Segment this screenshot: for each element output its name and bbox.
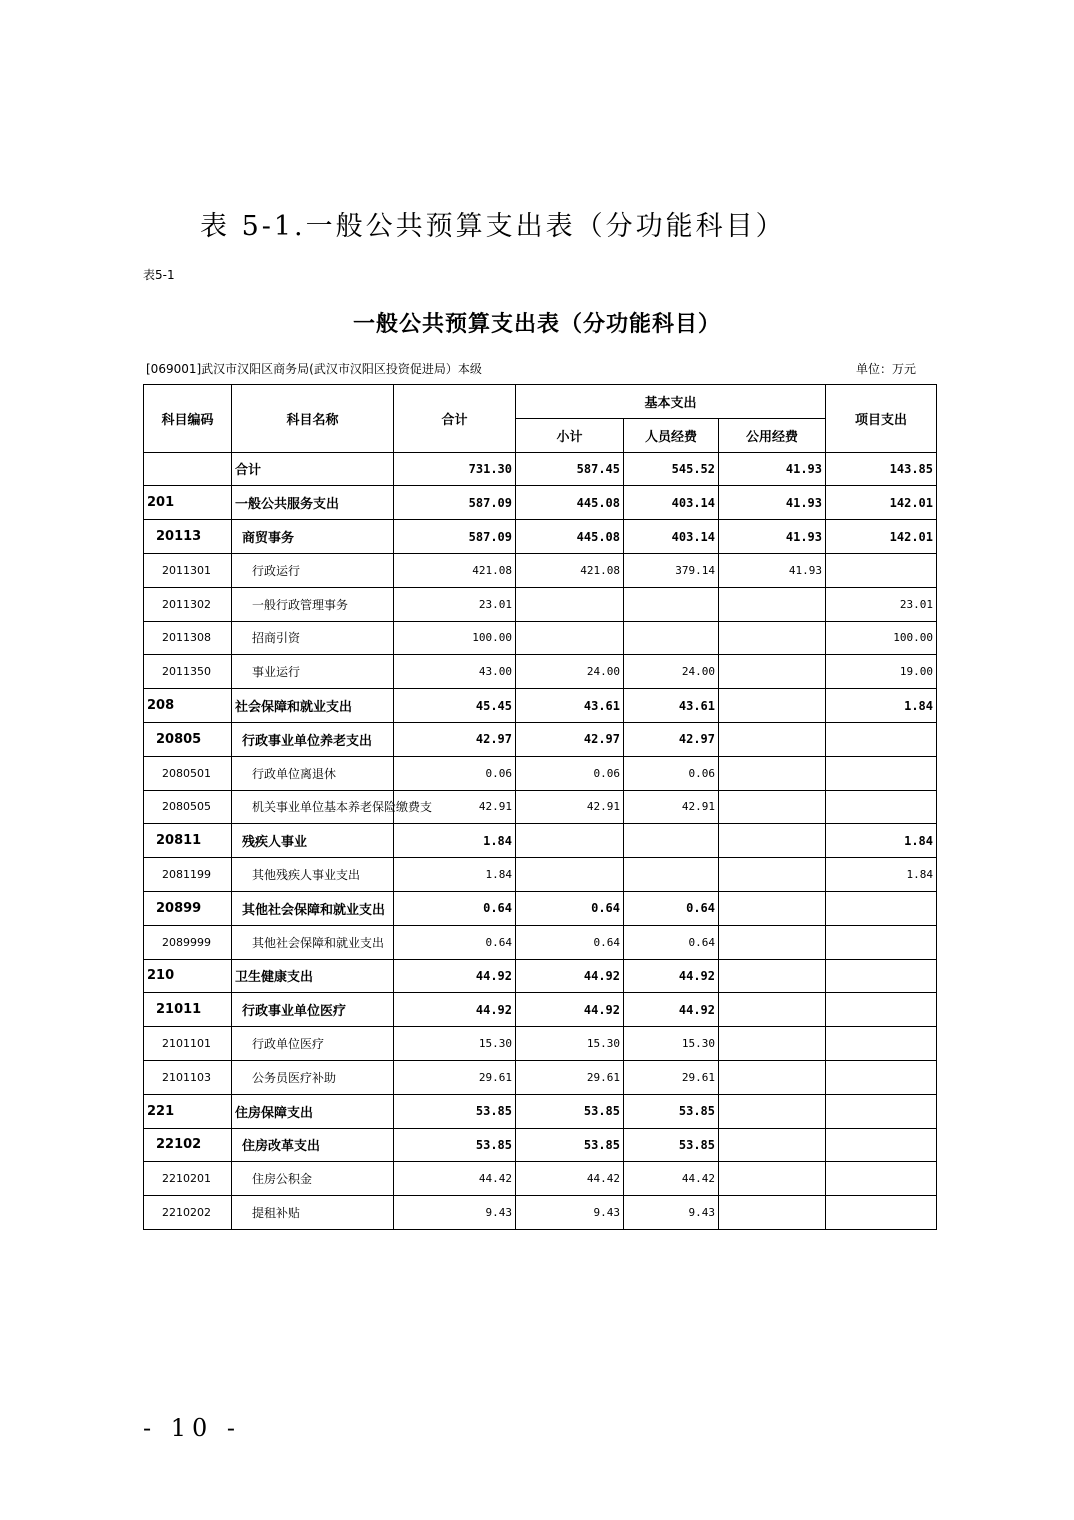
- cell-project: [826, 790, 937, 824]
- cell-name: 社会保障和就业支出: [232, 689, 394, 723]
- cell-project: 142.01: [826, 520, 937, 554]
- cell-subtotal: 9.43: [516, 1196, 624, 1230]
- cell-project: [826, 1128, 937, 1162]
- cell-total: 100.00: [394, 621, 516, 655]
- cell-subtotal: 24.00: [516, 655, 624, 689]
- cell-subtotal: 0.06: [516, 756, 624, 790]
- cell-name: 商贸事务: [232, 520, 394, 554]
- budget-unit-line: [069001]武汉市汉阳区商务局(武汉市汉阳区投资促进局）本级: [146, 362, 482, 376]
- cell-subtotal: [516, 621, 624, 655]
- cell-public: [719, 1027, 826, 1061]
- cell-total: 731.30: [394, 452, 516, 486]
- cell-total: 587.09: [394, 486, 516, 520]
- cell-public: [719, 621, 826, 655]
- table-row: [144, 655, 937, 689]
- cell-subtotal: 587.45: [516, 452, 624, 486]
- cell-code: 2101103: [144, 1060, 232, 1094]
- cell-public: [719, 858, 826, 892]
- cell-subtotal: 53.85: [516, 1094, 624, 1128]
- cell-personnel: 15.30: [624, 1027, 719, 1061]
- cell-total: 53.85: [394, 1128, 516, 1162]
- cell-code: 2011350: [144, 655, 232, 689]
- header-code: 科目编码: [144, 385, 232, 453]
- cell-public: [719, 722, 826, 756]
- cell-personnel: 42.91: [624, 790, 719, 824]
- cell-subtotal: 42.91: [516, 790, 624, 824]
- cell-subtotal: 44.92: [516, 959, 624, 993]
- cell-total: 15.30: [394, 1027, 516, 1061]
- cell-public: [719, 824, 826, 858]
- cell-name: 住房改革支出: [232, 1128, 394, 1162]
- cell-public: [719, 756, 826, 790]
- cell-public: 41.93: [719, 553, 826, 587]
- cell-subtotal: [516, 824, 624, 858]
- cell-code: 2089999: [144, 925, 232, 959]
- cell-personnel: [624, 621, 719, 655]
- cell-personnel: [624, 824, 719, 858]
- cell-public: [719, 993, 826, 1027]
- cell-project: 1.84: [826, 689, 937, 723]
- cell-code: 2210201: [144, 1162, 232, 1196]
- cell-name: 公务员医疗补助: [232, 1060, 394, 1094]
- cell-subtotal: 44.92: [516, 993, 624, 1027]
- cell-public: [719, 689, 826, 723]
- cell-total: 587.09: [394, 520, 516, 554]
- table-title: 一般公共预算支出表（分功能科目）: [352, 312, 721, 337]
- cell-public: 41.93: [719, 520, 826, 554]
- cell-total: 42.97: [394, 722, 516, 756]
- budget-table: [143, 384, 937, 1230]
- cell-public: [719, 790, 826, 824]
- cell-code: 2081199: [144, 858, 232, 892]
- cell-name: 事业运行: [232, 655, 394, 689]
- cell-personnel: 44.92: [624, 959, 719, 993]
- cell-code: 2210202: [144, 1196, 232, 1230]
- cell-project: [826, 1094, 937, 1128]
- cell-personnel: [624, 587, 719, 621]
- cell-public: 41.93: [719, 452, 826, 486]
- cell-code: [144, 452, 232, 486]
- cell-total: 1.84: [394, 858, 516, 892]
- cell-name: 招商引资: [232, 621, 394, 655]
- cell-public: [719, 587, 826, 621]
- table-row: [144, 1196, 937, 1230]
- cell-name: 行政单位离退休: [232, 756, 394, 790]
- cell-total: 44.42: [394, 1162, 516, 1196]
- cell-public: [719, 891, 826, 925]
- cell-project: [826, 1060, 937, 1094]
- table-total-row: [144, 452, 937, 486]
- cell-total: 44.92: [394, 993, 516, 1027]
- cell-code: 210: [144, 959, 232, 993]
- table-row: [144, 587, 937, 621]
- cell-code: 2080505: [144, 790, 232, 824]
- cell-code: 2011308: [144, 621, 232, 655]
- cell-public: [719, 1196, 826, 1230]
- cell-personnel: 403.14: [624, 520, 719, 554]
- cell-project: [826, 1027, 937, 1061]
- table-row: [144, 824, 937, 858]
- cell-name: 行政单位医疗: [232, 1027, 394, 1061]
- table-row: [144, 756, 937, 790]
- cell-code: 221: [144, 1094, 232, 1128]
- table-row: [144, 486, 937, 520]
- cell-personnel: 403.14: [624, 486, 719, 520]
- cell-total: 23.01: [394, 587, 516, 621]
- cell-total: 0.06: [394, 756, 516, 790]
- table-row: [144, 925, 937, 959]
- cell-name: 其他社会保障和就业支出: [232, 891, 394, 925]
- table-tag: 表5-1: [143, 268, 175, 282]
- cell-personnel: 53.85: [624, 1094, 719, 1128]
- cell-subtotal: 0.64: [516, 891, 624, 925]
- cell-personnel: 29.61: [624, 1060, 719, 1094]
- cell-name: 合计: [232, 452, 394, 486]
- cell-personnel: 43.61: [624, 689, 719, 723]
- cell-public: [719, 1162, 826, 1196]
- table-row: [144, 689, 937, 723]
- cell-code: 2101101: [144, 1027, 232, 1061]
- header-total: 合计: [394, 385, 516, 453]
- cell-name: 其他社会保障和就业支出: [232, 925, 394, 959]
- cell-code: 21011: [144, 993, 232, 1027]
- table-body: [144, 452, 937, 1229]
- table-row: [144, 959, 937, 993]
- table-row: [144, 722, 937, 756]
- cell-name: 卫生健康支出: [232, 959, 394, 993]
- cell-code: 2011302: [144, 587, 232, 621]
- cell-project: [826, 925, 937, 959]
- table-row: [144, 1162, 937, 1196]
- cell-name: 提租补贴: [232, 1196, 394, 1230]
- table-row: [144, 1128, 937, 1162]
- header-basic: 基本支出: [516, 385, 826, 419]
- cell-subtotal: 42.97: [516, 722, 624, 756]
- cell-personnel: 379.14: [624, 553, 719, 587]
- cell-subtotal: 0.64: [516, 925, 624, 959]
- cell-subtotal: 421.08: [516, 553, 624, 587]
- table-row: [144, 858, 937, 892]
- cell-name: 行政事业单位养老支出: [232, 722, 394, 756]
- cell-personnel: 24.00: [624, 655, 719, 689]
- cell-subtotal: 44.42: [516, 1162, 624, 1196]
- cell-project: [826, 993, 937, 1027]
- cell-total: 45.45: [394, 689, 516, 723]
- cell-name: 其他残疾人事业支出: [232, 858, 394, 892]
- cell-personnel: 9.43: [624, 1196, 719, 1230]
- table-row: [144, 520, 937, 554]
- cell-total: 0.64: [394, 891, 516, 925]
- table-row: [144, 1027, 937, 1061]
- cell-total: 29.61: [394, 1060, 516, 1094]
- cell-total: 44.92: [394, 959, 516, 993]
- cell-subtotal: 445.08: [516, 486, 624, 520]
- cell-name: 机关事业单位基本养老保险缴费支: [232, 790, 394, 824]
- cell-project: [826, 959, 937, 993]
- cell-subtotal: 43.61: [516, 689, 624, 723]
- cell-project: [826, 553, 937, 587]
- cell-code: 201: [144, 486, 232, 520]
- cell-project: 23.01: [826, 587, 937, 621]
- cell-project: 19.00: [826, 655, 937, 689]
- cell-public: [719, 655, 826, 689]
- cell-personnel: 0.64: [624, 891, 719, 925]
- cell-public: [719, 1060, 826, 1094]
- cell-subtotal: 29.61: [516, 1060, 624, 1094]
- cell-subtotal: 53.85: [516, 1128, 624, 1162]
- table-row: [144, 1060, 937, 1094]
- cell-project: [826, 891, 937, 925]
- table-row: [144, 621, 937, 655]
- cell-personnel: 545.52: [624, 452, 719, 486]
- document-heading: 表 5-1.一般公共预算支出表（分功能科目）: [200, 211, 786, 242]
- cell-code: 20805: [144, 722, 232, 756]
- cell-personnel: 44.92: [624, 993, 719, 1027]
- table-row: [144, 553, 937, 587]
- table-row: [144, 993, 937, 1027]
- cell-public: [719, 925, 826, 959]
- cell-public: 41.93: [719, 486, 826, 520]
- cell-project: 1.84: [826, 858, 937, 892]
- cell-subtotal: 445.08: [516, 520, 624, 554]
- cell-total: 42.91: [394, 790, 516, 824]
- cell-personnel: 53.85: [624, 1128, 719, 1162]
- cell-project: 1.84: [826, 824, 937, 858]
- table-header: [144, 385, 937, 453]
- header-name: 科目名称: [232, 385, 394, 453]
- cell-code: 20899: [144, 891, 232, 925]
- cell-total: 0.64: [394, 925, 516, 959]
- cell-project: [826, 722, 937, 756]
- cell-personnel: 42.97: [624, 722, 719, 756]
- table-row: [144, 891, 937, 925]
- cell-project: [826, 1162, 937, 1196]
- header-project: 项目支出: [826, 385, 937, 453]
- cell-subtotal: [516, 858, 624, 892]
- cell-code: 20811: [144, 824, 232, 858]
- cell-project: 142.01: [826, 486, 937, 520]
- cell-code: 20113: [144, 520, 232, 554]
- cell-subtotal: [516, 587, 624, 621]
- cell-code: 2011301: [144, 553, 232, 587]
- cell-name: 行政事业单位医疗: [232, 993, 394, 1027]
- cell-project: [826, 756, 937, 790]
- cell-total: 9.43: [394, 1196, 516, 1230]
- cell-name: 住房公积金: [232, 1162, 394, 1196]
- cell-personnel: 0.06: [624, 756, 719, 790]
- cell-public: [719, 1128, 826, 1162]
- cell-name: 残疾人事业: [232, 824, 394, 858]
- header-subtotal: 小计: [516, 418, 624, 452]
- cell-project: 100.00: [826, 621, 937, 655]
- cell-name: 住房保障支出: [232, 1094, 394, 1128]
- cell-name: 一般行政管理事务: [232, 587, 394, 621]
- currency-unit: 单位：万元: [856, 362, 917, 376]
- cell-project: [826, 1196, 937, 1230]
- table-row: [144, 1094, 937, 1128]
- page-number: - 10 -: [143, 1414, 242, 1442]
- cell-total: 1.84: [394, 824, 516, 858]
- cell-name: 行政运行: [232, 553, 394, 587]
- cell-total: 43.00: [394, 655, 516, 689]
- header-personnel: 人员经费: [624, 418, 719, 452]
- cell-code: 22102: [144, 1128, 232, 1162]
- cell-personnel: 44.42: [624, 1162, 719, 1196]
- cell-personnel: 0.64: [624, 925, 719, 959]
- cell-name: 一般公共服务支出: [232, 486, 394, 520]
- cell-total: 421.08: [394, 553, 516, 587]
- cell-total: 53.85: [394, 1094, 516, 1128]
- header-public: 公用经费: [719, 418, 826, 452]
- cell-project: 143.85: [826, 452, 937, 486]
- cell-personnel: [624, 858, 719, 892]
- cell-code: 2080501: [144, 756, 232, 790]
- cell-public: [719, 1094, 826, 1128]
- cell-public: [719, 959, 826, 993]
- table-row: [144, 790, 937, 824]
- cell-code: 208: [144, 689, 232, 723]
- cell-subtotal: 15.30: [516, 1027, 624, 1061]
